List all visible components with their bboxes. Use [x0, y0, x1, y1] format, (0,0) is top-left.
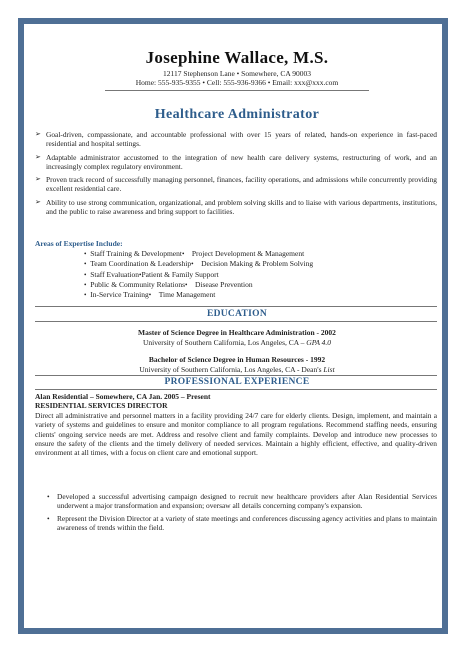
education-heading: EDUCATION — [206, 309, 268, 319]
employer-line: Alan Residential – Somewhere, CA Jan. 2005 – Present — [35, 392, 211, 401]
bullet-icon: • — [84, 260, 87, 269]
bullet-icon: • — [181, 250, 185, 258]
summary-item: ➢ Proven track record of successfully managing personnel, finances, facility operations, and admissions while concurrently providing excellent residential care. — [35, 175, 437, 194]
header-divider — [105, 90, 369, 91]
section-divider — [35, 321, 437, 322]
address-line: 12117 Stephenson Lane • Somewhere, CA 90003 — [163, 69, 311, 78]
bullet-icon: • — [47, 514, 50, 524]
bullet-icon: • — [191, 260, 194, 269]
expertise-list — [84, 249, 313, 300]
expertise-heading: Areas of Expertise Include: — [35, 239, 123, 248]
expertise-row: • Team Coordination & Leadership• Decision Making & Problem Solving — [84, 259, 314, 269]
bullet-icon: • — [84, 250, 87, 258]
role-title: RESIDENTIAL SERVICES DIRECTOR — [35, 401, 168, 410]
arrow-bullet-icon: ➢ — [35, 130, 41, 138]
degree-entry — [0, 355, 474, 374]
bullet-icon: • — [139, 270, 142, 279]
contact-line: Home: 555-935-9355 • Cell: 555-936-9366 • Email: xxx@xxx.com — [135, 78, 339, 87]
bullet-icon: • — [185, 280, 188, 289]
bullet-icon: • — [84, 280, 87, 289]
bullet-icon: • — [84, 270, 87, 279]
job-description: Direct all administrative and personnel matters in a facility providing 24/7 care for elderly clients. Design, implement, and maintain a variety of systems and guidelines to ensure and monitor compliance to all program regulations. Recommend staffing needs, ensuring clients' ongoing service needs are met. Address and resolve client and family complaints. Develop and introduce new processes to ensure the safety of the clients and the timely delivery of needed services. Maintain a highly efficient, effective, and quality-driven environment at all times, with a focus on client care and emotional support. — [35, 411, 437, 458]
expertise-row: • Staff Training & Development• Project Development & Management — [84, 249, 305, 258]
section-divider — [35, 375, 437, 376]
degree-school: University of Southern California, Los Angeles, CA - Dean's List — [139, 364, 335, 374]
section-divider — [35, 306, 437, 307]
bullet-icon: • — [84, 291, 87, 300]
expertise-row: • Public & Community Relations• Disease Prevention — [84, 279, 253, 289]
achievement-item: • Represent the Division Director at a variety of state meetings and conferences discussing agency activities and plans to maintain awareness of trends within the field. — [47, 514, 437, 533]
bullet-icon: • — [47, 492, 50, 501]
summary-item: ➢ Goal-driven, compassionate, and accountable professional with over 15 years of related, hands-on experience in fast-paced residential and hospital settings. — [35, 130, 437, 149]
degree-entry — [0, 328, 474, 347]
expertise-row: • In-Service Training• Time Management — [84, 290, 216, 300]
section-divider — [35, 389, 437, 390]
bullet-icon: • — [148, 291, 152, 300]
job-title: Healthcare Administrator — [154, 107, 320, 122]
arrow-bullet-icon: ➢ — [35, 197, 41, 206]
arrow-bullet-icon: ➢ — [35, 175, 41, 184]
applicant-name: Josephine Wallace, M.S. — [145, 48, 329, 67]
achievements-list — [47, 492, 437, 536]
summary-item: ➢ Ability to use strong communication, organizational, and problem solving skills and to liaise with various departments, institutions, and the public to raise awareness and bring support to facilities. — [35, 197, 437, 216]
degree-name: Master of Science Degree in Healthcare Administration - 2002 — [138, 328, 336, 337]
summary-list — [35, 130, 437, 220]
expertise-row: • Staff Evaluation•Patient & Family Support — [84, 269, 219, 279]
achievement-item: • Developed a successful advertising campaign designed to recruit new healthcare providers after Alan Residential Services underwent a major transformation and expansion; oversaw all details concerning company's expansion. — [47, 492, 437, 511]
degree-school: University of Southern California, Los Angeles, CA – GPA 4.0 — [142, 337, 332, 347]
degree-name: Bachelor of Science Degree in Human Resources - 1992 — [148, 355, 326, 364]
arrow-bullet-icon: ➢ — [35, 152, 41, 161]
summary-item: ➢ Adaptable administrator accustomed to the integration of new health care delivery systems, restructuring of work, and an increasingly complex regulatory environment. — [35, 152, 437, 171]
experience-heading: PROFESSIONAL EXPERIENCE — [164, 377, 310, 387]
